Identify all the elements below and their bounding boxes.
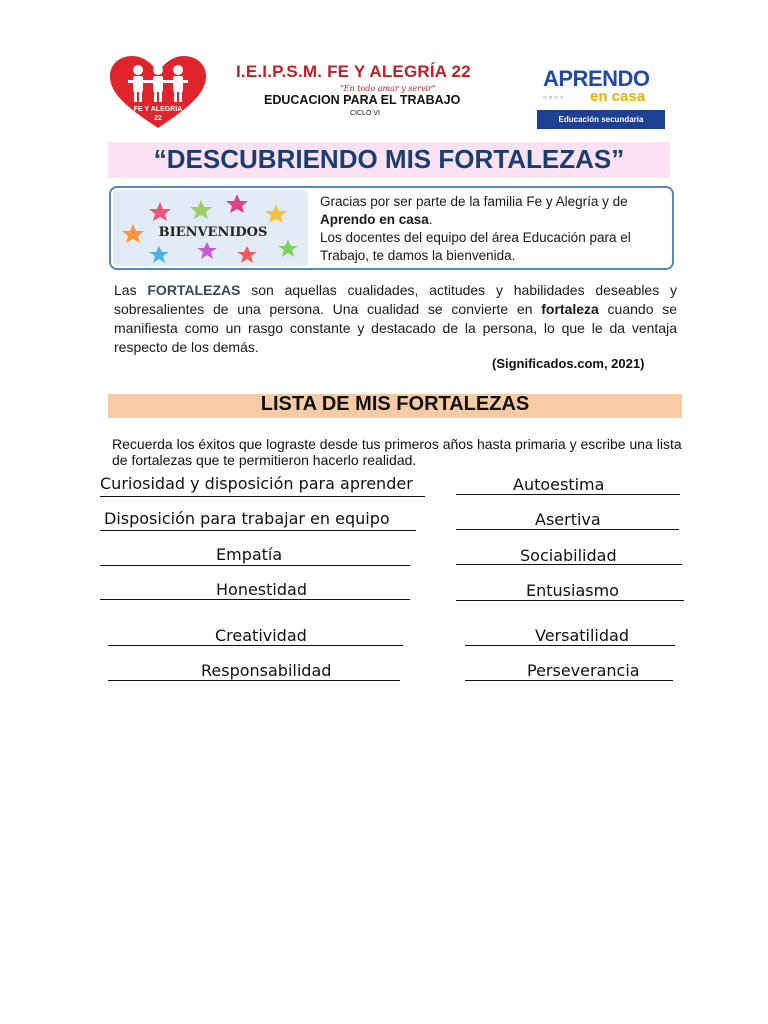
welcome-text-1: Gracias por ser parte de la familia Fe y Alegría y de — [320, 194, 628, 209]
para-bold: fortaleza — [541, 301, 599, 317]
aprendo-logo-title: APRENDO — [543, 66, 650, 91]
school-motto: "En todo amar y servir" — [340, 84, 436, 93]
list-title: LISTA DE MIS FORTALEZAS — [260, 393, 530, 415]
strength-right-2: Asertiva — [535, 510, 601, 529]
citation: (Significados.com, 2021) — [492, 356, 645, 371]
aprendo-dots-icon: ○○○○ — [543, 95, 566, 101]
strength-right-4: Entusiasmo — [526, 581, 619, 600]
answer-line — [100, 496, 425, 497]
strength-right-1: Autoestima — [513, 475, 605, 494]
strength-left-6: Responsabilidad — [201, 661, 332, 680]
logo-text-1: FE Y ALEGRIA — [133, 106, 183, 113]
para-part-1: Las — [114, 282, 148, 298]
page-title: “DESCUBRIENDO MIS FORTALEZAS” — [153, 144, 625, 174]
aprendo-logo-sub: en casa — [590, 88, 646, 105]
logo-text-2: 22 — [154, 115, 162, 122]
strength-right-5: Versatilidad — [535, 626, 629, 645]
school-name: I.E.I.P.S.M. FE Y ALEGRÍA 22 — [236, 62, 471, 81]
welcome-message — [320, 193, 670, 265]
welcome-text-2: . — [428, 212, 433, 227]
strength-right-3: Sociabilidad — [520, 546, 617, 565]
cycle-label: CICLO VI — [350, 110, 380, 117]
welcome-badge: BIENVENIDOS — [158, 225, 268, 240]
welcome-text-bold: Aprendo en casa — [320, 212, 429, 227]
strength-left-2: Disposición para trabajar en equipo — [104, 509, 390, 528]
welcome-stars-image — [113, 190, 308, 266]
strength-left-4: Honestidad — [216, 580, 307, 599]
strength-left-5: Creatividad — [215, 626, 307, 645]
strength-left-1: Curiosidad y disposición para aprender — [100, 474, 413, 493]
welcome-text-3: Los docentes del equipo del área Educación para el Trabajo, te damos la bienvenida. — [320, 230, 631, 263]
para-part-2: son aquellas cualidades, actitudes y habilidades deseables y sobresalientes de una persona. Una cualidad se convierte en — [114, 282, 677, 317]
definition-paragraph — [114, 281, 677, 357]
para-part-3: cuando se manifiesta como un rasgo constante y destacado de la persona, lo que le da ventaja respecto de los demás. — [114, 301, 678, 355]
aprendo-logo-band: Educación secundaria — [537, 110, 665, 129]
answer-line — [100, 565, 410, 566]
answer-line — [100, 530, 416, 531]
subject-name: EDUCACION PARA EL TRABAJO — [264, 93, 461, 107]
para-highlight: FORTALEZAS — [147, 282, 241, 298]
fe-y-alegria-logo — [108, 56, 208, 130]
instruction-text: Recuerda los éxitos que lograste desde tus primeros años hasta primaria y escribe una lista de fortalezas que te permitieron hacerlo realidad. — [112, 436, 682, 468]
strength-right-6: Perseverancia — [527, 661, 640, 680]
strength-left-3: Empatía — [216, 545, 283, 564]
